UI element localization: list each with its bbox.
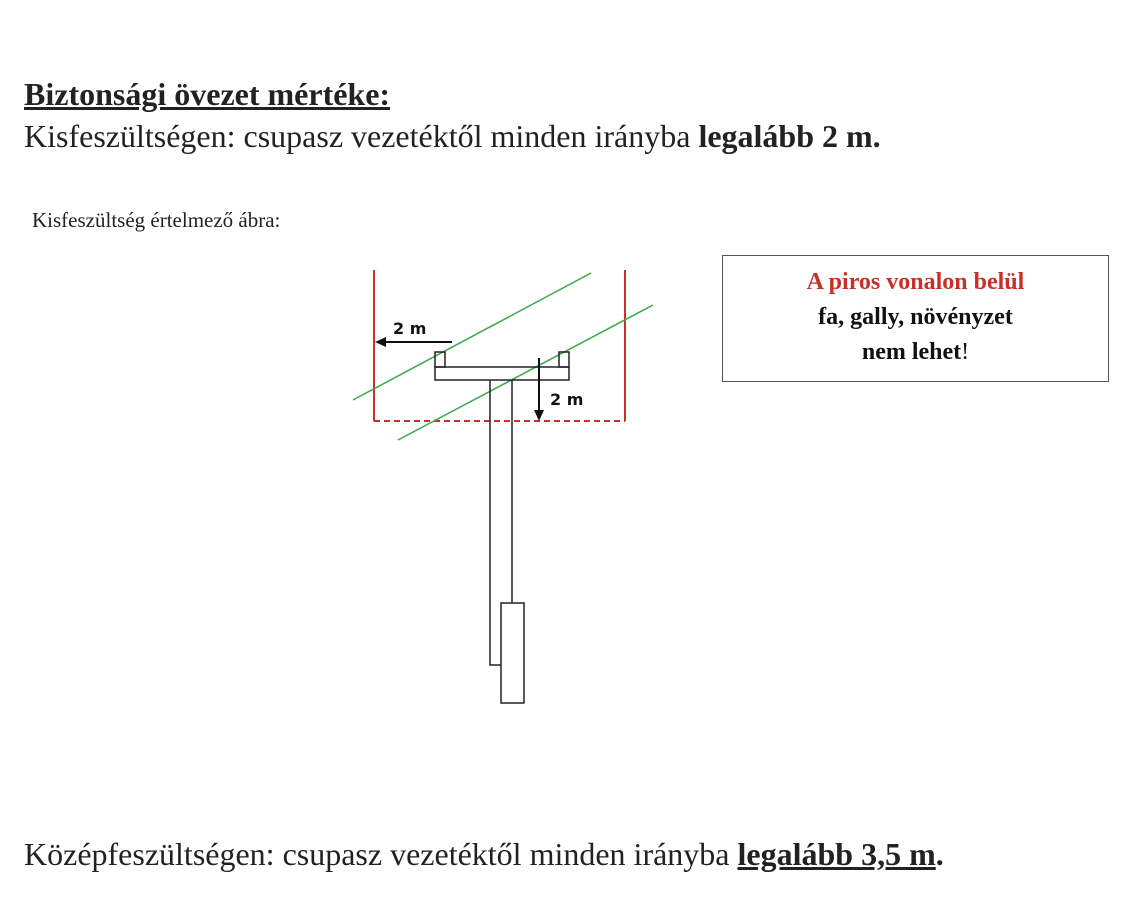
low-voltage-rule: [24, 118, 881, 155]
lower-wire: [398, 305, 653, 440]
section-heading: Biztonsági övezet mértéke:: [24, 76, 391, 112]
pole-left-side: [490, 380, 501, 665]
pole-base: [501, 603, 524, 703]
low-voltage-diagram: [340, 255, 670, 715]
note-line-2: fa, gally, növényzet: [818, 304, 1013, 330]
crossarm: [435, 367, 569, 380]
medium-voltage-text: Középfeszültségen: csupasz vezetéktől minden irányba: [24, 836, 738, 872]
upper-wire: [353, 273, 591, 400]
medium-voltage-emphasis: legalább 3,5 m: [737, 836, 936, 872]
warning-note: [722, 255, 1109, 382]
horizontal-arrowhead-icon: [375, 337, 386, 347]
medium-voltage-rule: [24, 836, 944, 873]
note-line-3-text: nem lehet: [861, 339, 962, 365]
horizontal-distance-label: 2 m: [393, 319, 427, 338]
note-exclamation: !: [961, 339, 970, 365]
vertical-distance-label: 2 m: [550, 390, 584, 409]
vertical-arrowhead-icon: [534, 410, 544, 421]
low-voltage-text: Kisfeszültségen: csupasz vezetéktől minden irányba: [24, 118, 699, 154]
note-line-3: [723, 335, 1108, 370]
note-line-red: A piros vonalon belül: [806, 269, 1025, 295]
medium-voltage-period: .: [935, 836, 944, 872]
diagram-caption: Kisfeszültség értelmező ábra:: [32, 208, 281, 232]
low-voltage-emphasis: legalább 2 m.: [698, 118, 881, 154]
